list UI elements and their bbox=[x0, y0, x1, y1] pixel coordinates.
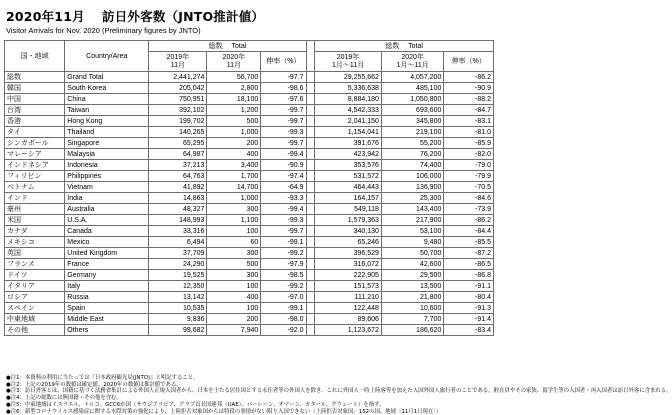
footnote-line: ●注3：訪日外客とは、国籍に基づく法務省集計による外国人正規入国者から、日本を主たる居住国とする永住者等の外国人を除き、これに外国人一時上陸客等を加えた入国外国人旅行者のことである。駐在員やその家族、留学生等の入国者・再入国者は訪日外客に含まれる。 bbox=[6, 388, 672, 395]
column-gap bbox=[306, 105, 315, 116]
value-2020-month: 2,800 bbox=[207, 83, 261, 94]
country-name-en: United Kingdom bbox=[65, 248, 149, 259]
country-name-en: Mexico bbox=[65, 237, 149, 248]
column-gap bbox=[306, 248, 315, 259]
rate-month: -99.7 bbox=[261, 226, 306, 237]
value-2019-cumulative: 1,154,041 bbox=[315, 127, 382, 138]
value-2019-month: 10,535 bbox=[149, 303, 207, 314]
column-gap bbox=[306, 237, 315, 248]
column-gap bbox=[306, 72, 315, 83]
rate-cumulative: -79.9 bbox=[444, 171, 494, 182]
column-gap bbox=[306, 127, 315, 138]
country-name-ja: フィリピン bbox=[5, 171, 65, 182]
column-gap bbox=[306, 292, 315, 303]
value-2020-cumulative: 1,050,800 bbox=[381, 94, 443, 105]
value-2020-month: 7,940 bbox=[207, 325, 261, 336]
column-gap bbox=[306, 215, 315, 226]
rate-cumulative: -85.9 bbox=[444, 138, 494, 149]
column-gap bbox=[306, 303, 315, 314]
header-group-month: 総数 Total bbox=[149, 41, 306, 52]
rate-month: -93.3 bbox=[261, 193, 306, 204]
country-name-ja: シンガポール bbox=[5, 138, 65, 149]
value-2019-month: 392,102 bbox=[149, 105, 207, 116]
country-name-ja: 台湾 bbox=[5, 105, 65, 116]
value-2019-cumulative: 29,255,662 bbox=[315, 72, 382, 83]
value-2020-month: 1,700 bbox=[207, 171, 261, 182]
value-2019-month: 199,702 bbox=[149, 116, 207, 127]
footnotes bbox=[6, 375, 672, 415]
value-2020-cumulative: 186,620 bbox=[381, 325, 443, 336]
value-2020-month: 56,700 bbox=[207, 72, 261, 83]
country-name-ja: 英国 bbox=[5, 248, 65, 259]
table-row bbox=[5, 83, 494, 94]
country-name-en: Others bbox=[65, 325, 149, 336]
column-gap bbox=[306, 83, 315, 94]
value-2019-cumulative: 464,443 bbox=[315, 182, 382, 193]
rate-cumulative: -79.0 bbox=[444, 160, 494, 171]
country-name-ja: イタリア bbox=[5, 281, 65, 292]
value-2019-cumulative: 1,123,672 bbox=[315, 325, 382, 336]
country-name-en: Italy bbox=[65, 281, 149, 292]
value-2019-month: 6,494 bbox=[149, 237, 207, 248]
rate-month: -98.5 bbox=[261, 270, 306, 281]
rate-month: -97.0 bbox=[261, 292, 306, 303]
value-2020-cumulative: 219,100 bbox=[381, 127, 443, 138]
country-name-en: France bbox=[65, 259, 149, 270]
rate-month: -97.9 bbox=[261, 259, 306, 270]
value-2019-month: 37,709 bbox=[149, 248, 207, 259]
value-2019-month: 24,290 bbox=[149, 259, 207, 270]
value-2020-month: 300 bbox=[207, 204, 261, 215]
value-2019-cumulative: 111,210 bbox=[315, 292, 382, 303]
header-2020-cumulative: 2020年 1月～11月 bbox=[381, 52, 443, 72]
column-gap bbox=[306, 171, 315, 182]
rate-cumulative: -84.4 bbox=[444, 226, 494, 237]
value-2019-cumulative: 8,884,180 bbox=[315, 94, 382, 105]
rate-cumulative: -91.3 bbox=[444, 303, 494, 314]
value-2020-cumulative: 143,400 bbox=[381, 204, 443, 215]
country-name-ja: スペイン bbox=[5, 303, 65, 314]
country-name-en: Thailand bbox=[65, 127, 149, 138]
rate-month: -98.0 bbox=[261, 314, 306, 325]
country-name-ja: メキシコ bbox=[5, 237, 65, 248]
country-name-en: Singapore bbox=[65, 138, 149, 149]
value-2019-month: 48,327 bbox=[149, 204, 207, 215]
table-row bbox=[5, 281, 494, 292]
column-gap bbox=[306, 41, 315, 72]
rate-month: -98.6 bbox=[261, 83, 306, 94]
country-name-ja: フランス bbox=[5, 259, 65, 270]
rate-cumulative: -81.0 bbox=[444, 127, 494, 138]
page-subtitle: Visitor Arrivals for Nov. 2020 (Preliminary figures by JNTO) bbox=[6, 26, 201, 35]
value-2019-month: 13,142 bbox=[149, 292, 207, 303]
footnote-line: ●注5：中東地域はイスラエル、トルコ、GCC6か国（サウジアラビア、アラブ首長国連邦（UAE）、バーレーン、オマーン、カタール、クウェート）を指す。 bbox=[6, 401, 385, 408]
country-name-en: Taiwan bbox=[65, 105, 149, 116]
country-name-ja: ベトナム bbox=[5, 182, 65, 193]
value-2020-cumulative: 13,500 bbox=[381, 281, 443, 292]
table-row bbox=[5, 94, 494, 105]
value-2019-cumulative: 316,072 bbox=[315, 259, 382, 270]
value-2019-cumulative: 340,130 bbox=[315, 226, 382, 237]
rate-month: -99.7 bbox=[261, 116, 306, 127]
country-name-en: Spain bbox=[65, 303, 149, 314]
header-country-en: Country/Area bbox=[65, 41, 149, 72]
column-gap bbox=[306, 281, 315, 292]
value-2020-month: 14,700 bbox=[207, 182, 261, 193]
value-2020-month: 400 bbox=[207, 149, 261, 160]
value-2019-cumulative: 89,606 bbox=[315, 314, 382, 325]
value-2020-cumulative: 4,057,200 bbox=[381, 72, 443, 83]
column-gap bbox=[306, 226, 315, 237]
table-row bbox=[5, 182, 494, 193]
header-2019-cumulative: 2019年 1月～11月 bbox=[315, 52, 382, 72]
country-name-en: Australia bbox=[65, 204, 149, 215]
value-2019-cumulative: 5,336,638 bbox=[315, 83, 382, 94]
country-name-en: Canada bbox=[65, 226, 149, 237]
value-2020-cumulative: 74,400 bbox=[381, 160, 443, 171]
column-gap bbox=[306, 325, 315, 336]
rate-month: -99.4 bbox=[261, 149, 306, 160]
table-row bbox=[5, 270, 494, 281]
value-2020-cumulative: 55,200 bbox=[381, 138, 443, 149]
country-name-en: China bbox=[65, 94, 149, 105]
table-row bbox=[5, 160, 494, 171]
visitor-arrivals-table bbox=[4, 40, 494, 336]
country-name-ja: 中東地域 bbox=[5, 314, 65, 325]
rate-cumulative: -90.9 bbox=[444, 83, 494, 94]
value-2020-month: 300 bbox=[207, 270, 261, 281]
value-2019-month: 12,350 bbox=[149, 281, 207, 292]
rate-cumulative: -91.1 bbox=[444, 281, 494, 292]
value-2020-cumulative: 485,100 bbox=[381, 83, 443, 94]
value-2019-cumulative: 222,905 bbox=[315, 270, 382, 281]
rate-cumulative: -87.2 bbox=[444, 248, 494, 259]
country-name-en: Russia bbox=[65, 292, 149, 303]
country-name-en: South Korea bbox=[65, 83, 149, 94]
table-row bbox=[5, 226, 494, 237]
table-row bbox=[5, 116, 494, 127]
column-gap bbox=[306, 270, 315, 281]
table-row bbox=[5, 193, 494, 204]
value-2019-month: 9,836 bbox=[149, 314, 207, 325]
country-name-en: Philippines bbox=[65, 171, 149, 182]
rate-cumulative: -73.9 bbox=[444, 204, 494, 215]
value-2019-month: 140,265 bbox=[149, 127, 207, 138]
value-2020-cumulative: 7,700 bbox=[381, 314, 443, 325]
country-name-ja: マレーシア bbox=[5, 149, 65, 160]
value-2020-month: 1,000 bbox=[207, 193, 261, 204]
value-2019-cumulative: 4,542,333 bbox=[315, 105, 382, 116]
value-2019-month: 205,042 bbox=[149, 83, 207, 94]
value-2020-month: 200 bbox=[207, 314, 261, 325]
country-name-ja: カナダ bbox=[5, 226, 65, 237]
rate-cumulative: -82.0 bbox=[444, 149, 494, 160]
rate-cumulative: -84.7 bbox=[444, 105, 494, 116]
value-2019-cumulative: 423,942 bbox=[315, 149, 382, 160]
rate-month: -99.2 bbox=[261, 248, 306, 259]
value-2020-month: 1,200 bbox=[207, 105, 261, 116]
column-gap bbox=[306, 138, 315, 149]
header-country-ja: 国・地域 bbox=[5, 41, 65, 72]
country-name-ja: タイ bbox=[5, 127, 65, 138]
country-name-en: Middle East bbox=[65, 314, 149, 325]
column-gap bbox=[306, 149, 315, 160]
value-2020-month: 1,000 bbox=[207, 127, 261, 138]
country-name-ja: その他 bbox=[5, 325, 65, 336]
value-2019-month: 64,987 bbox=[149, 149, 207, 160]
value-2019-cumulative: 164,157 bbox=[315, 193, 382, 204]
value-2019-month: 37,213 bbox=[149, 160, 207, 171]
country-name-en: U.S.A. bbox=[65, 215, 149, 226]
value-2019-cumulative: 396,529 bbox=[315, 248, 382, 259]
table-row bbox=[5, 325, 494, 336]
rate-cumulative: -86.2 bbox=[444, 215, 494, 226]
table-row bbox=[5, 292, 494, 303]
country-name-ja: 米国 bbox=[5, 215, 65, 226]
rate-cumulative: -86.8 bbox=[444, 270, 494, 281]
value-2020-month: 500 bbox=[207, 259, 261, 270]
rate-cumulative: -80.4 bbox=[444, 292, 494, 303]
rate-cumulative: -88.2 bbox=[444, 94, 494, 105]
value-2019-month: 148,993 bbox=[149, 215, 207, 226]
value-2019-month: 41,892 bbox=[149, 182, 207, 193]
rate-month: -99.1 bbox=[261, 303, 306, 314]
country-name-en: Germany bbox=[65, 270, 149, 281]
rate-month: -99.7 bbox=[261, 105, 306, 116]
header-rate-cumulative: 伸率（%） bbox=[444, 52, 494, 72]
column-gap bbox=[306, 160, 315, 171]
country-name-ja: インド bbox=[5, 193, 65, 204]
table-row bbox=[5, 171, 494, 182]
value-2020-month: 60 bbox=[207, 237, 261, 248]
table-row bbox=[5, 149, 494, 160]
country-name-ja: ロシア bbox=[5, 292, 65, 303]
value-2019-cumulative: 1,579,363 bbox=[315, 215, 382, 226]
header-rate-month: 伸率（%） bbox=[261, 52, 306, 72]
value-2020-cumulative: 136,900 bbox=[381, 182, 443, 193]
value-2019-cumulative: 391,676 bbox=[315, 138, 382, 149]
column-gap bbox=[306, 259, 315, 270]
footnote-line: ●注6：新型コロナウイルス感染症に関する水際対策の強化により、上陸拒否対象国からは特段の事情がない限り入国できない（上陸拒否対象国：152の国、地域〔11月1日現在〕） bbox=[6, 408, 442, 415]
rate-month: -99.3 bbox=[261, 215, 306, 226]
country-name-en: Malaysia bbox=[65, 149, 149, 160]
rate-month: -97.6 bbox=[261, 94, 306, 105]
table-row bbox=[5, 127, 494, 138]
value-2019-cumulative: 2,041,150 bbox=[315, 116, 382, 127]
value-2020-cumulative: 29,500 bbox=[381, 270, 443, 281]
country-name-en: Hong Kong bbox=[65, 116, 149, 127]
value-2020-month: 300 bbox=[207, 248, 261, 259]
value-2019-cumulative: 151,573 bbox=[315, 281, 382, 292]
value-2020-month: 500 bbox=[207, 116, 261, 127]
table-row-total bbox=[5, 72, 494, 83]
column-gap bbox=[306, 314, 315, 325]
rate-cumulative: -84.6 bbox=[444, 193, 494, 204]
table-row bbox=[5, 303, 494, 314]
value-2019-month: 14,863 bbox=[149, 193, 207, 204]
column-gap bbox=[306, 182, 315, 193]
table-row bbox=[5, 237, 494, 248]
country-name-ja: 中国 bbox=[5, 94, 65, 105]
rate-cumulative: -91.4 bbox=[444, 314, 494, 325]
footnote-line: ●注1：本資料の利用に当たっては『日本政府観光局(JNTO)』と明記すること。 bbox=[6, 375, 199, 381]
table-row bbox=[5, 248, 494, 259]
header-group-cumulative: 総数 Total bbox=[315, 41, 494, 52]
rate-month: -99.4 bbox=[261, 204, 306, 215]
rate-month: -92.0 bbox=[261, 325, 306, 336]
value-2020-month: 100 bbox=[207, 226, 261, 237]
country-name-en: Vietnam bbox=[65, 182, 149, 193]
rate-cumulative: -83.1 bbox=[444, 116, 494, 127]
value-2020-cumulative: 106,000 bbox=[381, 171, 443, 182]
header-2020-month: 2020年 11月 bbox=[207, 52, 261, 72]
column-gap bbox=[306, 204, 315, 215]
value-2020-month: 400 bbox=[207, 292, 261, 303]
rate-month: -99.2 bbox=[261, 281, 306, 292]
value-2020-cumulative: 21,800 bbox=[381, 292, 443, 303]
column-gap bbox=[306, 94, 315, 105]
value-2020-month: 3,400 bbox=[207, 160, 261, 171]
value-2020-month: 18,100 bbox=[207, 94, 261, 105]
value-2020-cumulative: 10,600 bbox=[381, 303, 443, 314]
rate-month: -90.9 bbox=[261, 160, 306, 171]
value-2020-cumulative: 50,700 bbox=[381, 248, 443, 259]
value-2020-month: 100 bbox=[207, 303, 261, 314]
rate-cumulative: -70.5 bbox=[444, 182, 494, 193]
country-name-en: India bbox=[65, 193, 149, 204]
value-2020-cumulative: 42,600 bbox=[381, 259, 443, 270]
rate-cumulative: -85.5 bbox=[444, 237, 494, 248]
table-row bbox=[5, 138, 494, 149]
value-2019-cumulative: 122,448 bbox=[315, 303, 382, 314]
rate-month: -64.9 bbox=[261, 182, 306, 193]
rate-cumulative: -86.5 bbox=[444, 259, 494, 270]
country-name-ja: インドネシア bbox=[5, 160, 65, 171]
value-2020-month: 1,100 bbox=[207, 215, 261, 226]
table-row bbox=[5, 204, 494, 215]
value-2020-cumulative: 217,900 bbox=[381, 215, 443, 226]
rate-month: -99.1 bbox=[261, 237, 306, 248]
value-2020-cumulative: 9,480 bbox=[381, 237, 443, 248]
rate-cumulative: -86.2 bbox=[444, 72, 494, 83]
value-2019-month: 99,682 bbox=[149, 325, 207, 336]
table-row bbox=[5, 259, 494, 270]
value-2019-month: 19,525 bbox=[149, 270, 207, 281]
rate-month: -99.3 bbox=[261, 127, 306, 138]
value-2020-cumulative: 345,800 bbox=[381, 116, 443, 127]
rate-month: -97.7 bbox=[261, 72, 306, 83]
column-gap bbox=[306, 116, 315, 127]
value-2019-cumulative: 353,576 bbox=[315, 160, 382, 171]
country-name-en: Grand Total bbox=[65, 72, 149, 83]
value-2020-cumulative: 53,100 bbox=[381, 226, 443, 237]
country-name-en: Indonesia bbox=[65, 160, 149, 171]
value-2019-month: 33,316 bbox=[149, 226, 207, 237]
page-title: 2020年11月 訪日外客数（JNTO推計値） bbox=[6, 9, 265, 24]
table-row bbox=[5, 105, 494, 116]
footnote-line: ●注4：上記の総数には無国籍・その他を含む。 bbox=[6, 395, 122, 402]
country-name-ja: ドイツ bbox=[5, 270, 65, 281]
country-name-ja: 香港 bbox=[5, 116, 65, 127]
value-2019-month: 2,441,274 bbox=[149, 72, 207, 83]
value-2019-cumulative: 65,246 bbox=[315, 237, 382, 248]
value-2019-month: 64,763 bbox=[149, 171, 207, 182]
value-2020-cumulative: 25,300 bbox=[381, 193, 443, 204]
column-gap bbox=[306, 193, 315, 204]
table-row bbox=[5, 314, 494, 325]
table-row bbox=[5, 215, 494, 226]
value-2019-month: 65,295 bbox=[149, 138, 207, 149]
value-2019-cumulative: 549,118 bbox=[315, 204, 382, 215]
value-2019-cumulative: 531,572 bbox=[315, 171, 382, 182]
value-2020-month: 200 bbox=[207, 138, 261, 149]
header-2019-month: 2019年 11月 bbox=[149, 52, 207, 72]
country-name-ja: 総数 bbox=[5, 72, 65, 83]
country-name-ja: 豪州 bbox=[5, 204, 65, 215]
rate-month: -97.4 bbox=[261, 171, 306, 182]
value-2019-month: 750,951 bbox=[149, 94, 207, 105]
value-2020-cumulative: 693,600 bbox=[381, 105, 443, 116]
rate-cumulative: -83.4 bbox=[444, 325, 494, 336]
footnote-line: ●注2：上記の2019年の数値は確定値、2020年の数値は推計値である。 bbox=[6, 381, 182, 388]
value-2020-month: 100 bbox=[207, 281, 261, 292]
value-2020-cumulative: 76,200 bbox=[381, 149, 443, 160]
rate-month: -99.7 bbox=[261, 138, 306, 149]
country-name-ja: 韓国 bbox=[5, 83, 65, 94]
